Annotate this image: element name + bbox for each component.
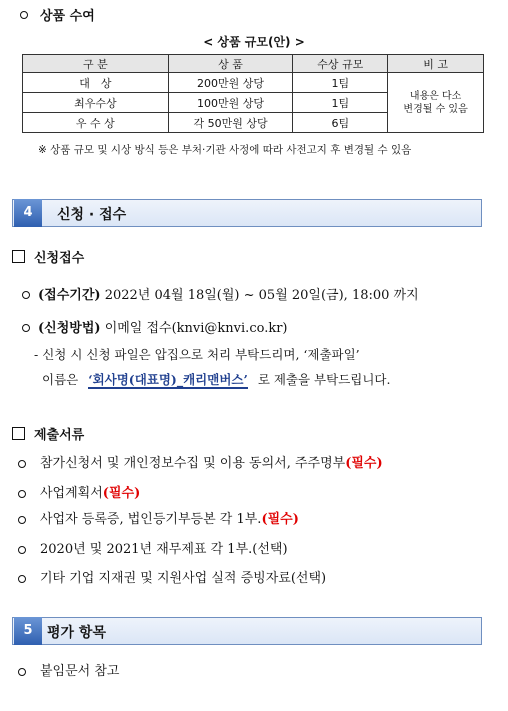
cell-category: 대 상 [23,73,169,93]
prize-table-title: < 상품 규모(안) > [203,35,305,49]
required-tag: (필수) [261,512,299,527]
period-line [38,284,419,303]
document-text: 참가신청서 및 개인정보수집 및 이용 동의서, 주주명부 [40,456,346,471]
evaluation-item: 붙임문서 참고 [40,664,120,679]
header-prize: 상 품 [168,55,293,73]
document-text: 사업계획서 [40,486,103,501]
table-header-row [23,55,484,73]
method-label: (신청방법) [38,321,101,336]
cell-note [388,73,484,133]
bullet-icon [18,575,26,583]
prize-table [22,54,484,133]
bullet-icon [18,668,26,676]
method-line [38,317,288,336]
documents-title: 제출서류 [34,428,85,443]
table-row [23,73,484,93]
dash-line-1: - 신청 시 신청 파일은 압집으로 처리 부탁드리며, ‘제출파일’ [34,347,360,362]
cell-prize: 각 50만원 상당 [168,113,293,133]
document-item [40,538,288,557]
subsection-application: 신청접수 [34,251,85,266]
cell-count: 6팀 [293,113,388,133]
header-note: 비 고 [388,55,484,73]
section-5-title: 평가 항목 [47,625,106,641]
header-count: 수상 규모 [293,55,388,73]
note-line: 내용은 다소 [409,90,462,102]
dash-line-2-pre: 이름은 [42,372,79,387]
cell-count: 1팀 [293,93,388,113]
document-item [40,482,140,501]
cell-category: 최우수상 [23,93,169,113]
document-item [40,508,299,527]
method-value: 이메일 접수(knvi@knvi.co.kr) [104,321,288,336]
cell-prize: 200만원 상당 [168,73,293,93]
document-item [40,567,326,586]
bullet-icon [18,490,26,498]
required-tag: (필수) [102,486,141,501]
filename-format: ‘회사명(대표명)_캐리맨버스’ [88,372,248,387]
prize-section-title: 상품 수여 [40,9,95,24]
bullet-icon [18,516,26,524]
bullet-icon [22,291,30,299]
document-text: 사업자 등록증, 법인등기부등본 각 1부. [40,512,262,527]
bullet-icon [20,11,28,19]
prize-footnote: ※ 상품 규모 및 시상 방식 등은 부처·기관 사정에 따라 사전고지 후 변경될 수 있음 [38,144,412,156]
dash-line-2 [42,370,390,388]
bullet-icon [18,460,26,468]
checkbox-square-icon [12,250,25,263]
bullet-icon [22,324,30,332]
period-label: (접수기간) [38,288,101,303]
document-item [40,452,383,471]
dash-line-2-post: 로 제출을 부탁드립니다. [257,372,391,387]
checkbox-square-icon [12,427,25,440]
bullet-icon [18,546,26,554]
section-4-number: 4 [14,199,42,227]
document-text: 기타 기업 지재권 및 지원사업 실적 증빙자료(선택) [40,571,327,586]
cell-prize: 100만원 상당 [168,93,293,113]
period-value: 2022년 04월 18일(월) ~ 05월 20일(금), 18:00 까지 [104,288,419,303]
cell-count: 1팀 [293,73,388,93]
section-5-number: 5 [14,617,42,645]
required-tag: (필수) [345,456,383,471]
document-text: 2020년 및 2021년 재무제표 각 1부.(선택) [40,542,288,557]
cell-category: 우 수 상 [23,113,169,133]
section-4-title: 신청 · 접수 [57,207,127,223]
note-line: 변경될 수 있음 [403,103,468,115]
header-category: 구 분 [23,55,169,73]
